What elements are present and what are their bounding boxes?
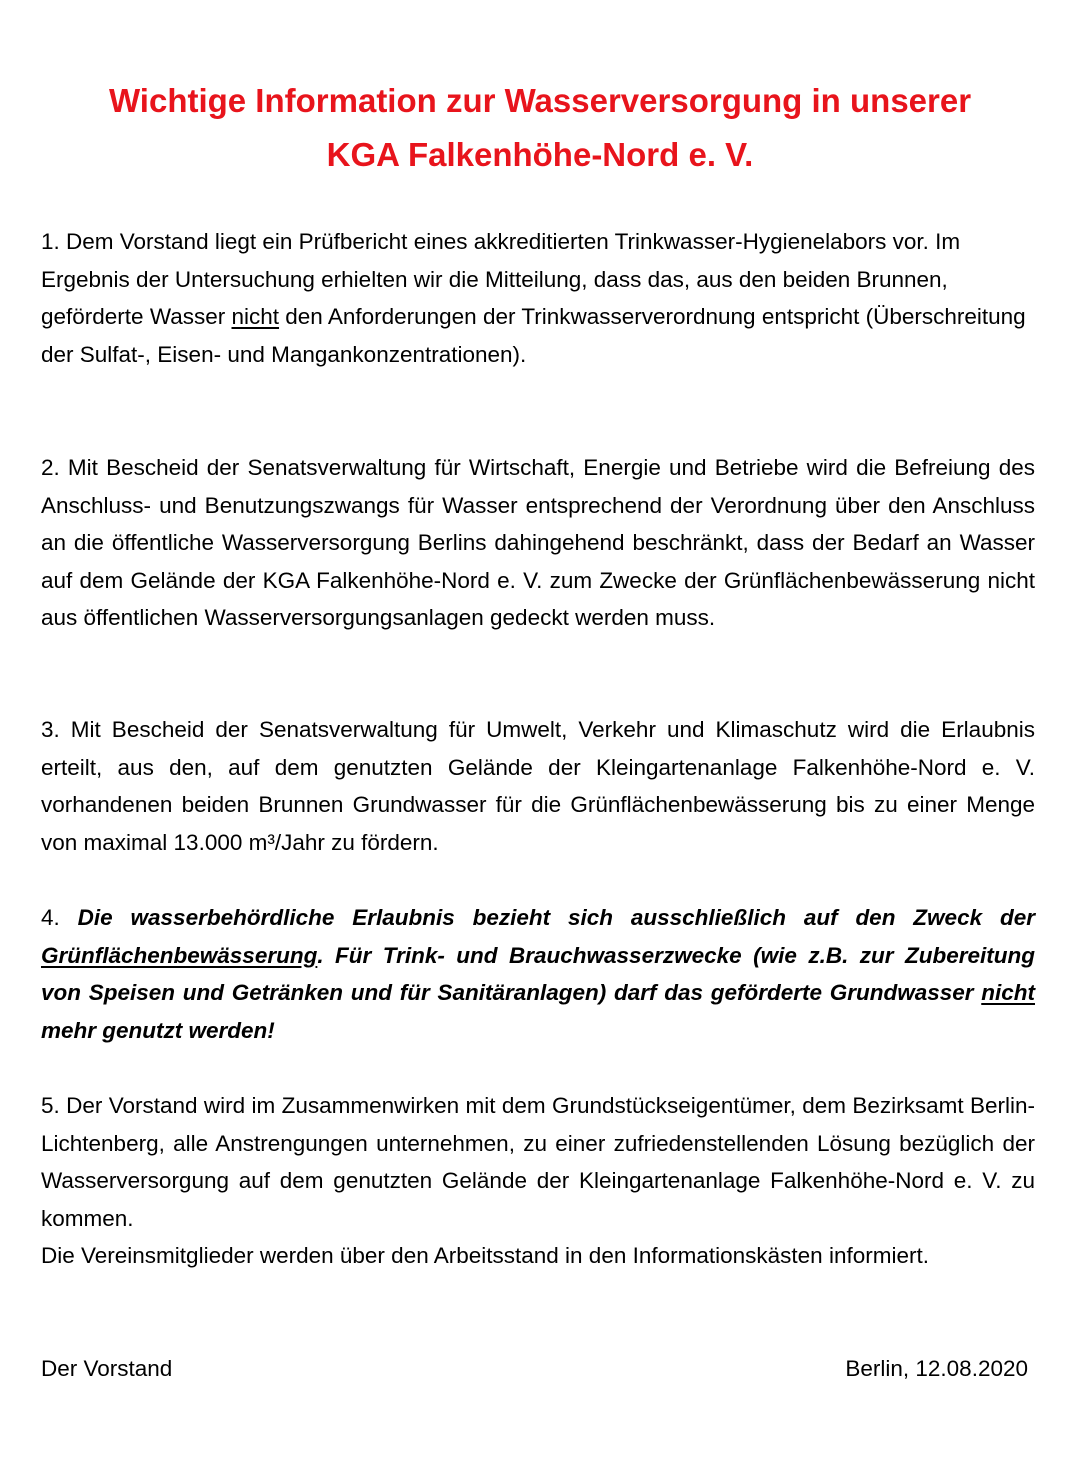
paragraph-1-text-end: den Anforderungen der Trinkwasserverordnung entspricht (Überschreitung der Sulfat-, Eisen- und Mangankonzentrationen).: [41, 304, 1026, 367]
paragraph-1: [41, 223, 1035, 373]
paragraph-4: [41, 899, 1035, 1049]
paragraph-4-underlined-word: nicht: [981, 980, 1035, 1005]
paragraph-2: 2. Mit Bescheid der Senatsverwaltung für Wirtschaft, Energie und Betriebe wird die Befreiung des Anschluss- und Benutzungszwangs für Wasser entsprechend der Verordnung über den Anschluss an die öffentliche Wasserversorgung Berlins dahingehend beschränkt, dass der Bedarf an Wasser auf dem Gelände der KGA Falkenhöhe-Nord e. V. zum Zwecke der Grünflächenbewässerung nicht aus öffentlichen Wasserversorgungsanlagen gedeckt werden muss.: [41, 455, 1035, 630]
signature: Der Vorstand: [41, 1356, 173, 1381]
paragraph-3: 3. Mit Bescheid der Senatsverwaltung für Umwelt, Verkehr und Klimaschutz wird die Erlaubnis erteilt, aus den, auf dem genutzten Gelände der Kleingartenanlage Falkenhöhe-Nord e. V. vorhandenen beiden Brunnen Grundwasser für die Grünflächenbewässerung bis zu einer Menge von maximal 13.000 m³/Jahr zu fördern.: [41, 717, 1035, 855]
paragraph-4-text-part-3: mehr genutzt werden!: [41, 1017, 275, 1043]
paragraph-4-number: 4.: [41, 905, 78, 930]
paragraph-4-text-part-2: . Für Trink- und Brauchwasserzwecke (wie z.B. zur Zubereitung von Speisen und Getränken und für Sanitäranlagen) darf das geförderte Grundwasser: [41, 942, 1035, 1005]
notice-title-line-2: KGA Falkenhöhe-Nord e. V.: [326, 136, 754, 173]
paragraph-4-underlined-term: Grünflächenbewässerung: [41, 942, 318, 968]
paragraph-1-underlined-word: nicht: [231, 304, 280, 329]
paragraph-5-continuation: Die Vereinsmitglieder werden über den Arbeitsstand in den Informationskästen informiert.: [41, 1243, 929, 1268]
paragraph-4-text-part-1: Die wasserbehördliche Erlaubnis bezieht sich ausschließlich auf den Zweck der: [77, 905, 1035, 930]
paragraph-1-text-start: 1. Dem Vorstand liegt ein Prüfbericht eines akkreditierten Trinkwasser-Hygienelabors vor. Im Ergebnis der Untersuchung erhielten wir die Mitteilung, dass das, aus den beiden Brunnen, geförderte Wasser: [41, 229, 961, 329]
place-and-date: Berlin, 12.08.2020: [845, 1356, 1028, 1381]
paragraph-5: 5. Der Vorstand wird im Zusammenwirken mit dem Grundstückseigentümer, dem Bezirksamt Berlin-Lichtenberg, alle Anstrengungen unternehmen, zu einer zufriedenstellenden Lösung bezüglich der Wasserversorgung auf dem genutzten Gelände der Kleingartenanlage Falkenhöhe-Nord e. V. zu kommen.: [41, 1093, 1035, 1231]
notice-title-line-1: Wichtige Information zur Wasserversorgung in unserer: [108, 82, 972, 119]
